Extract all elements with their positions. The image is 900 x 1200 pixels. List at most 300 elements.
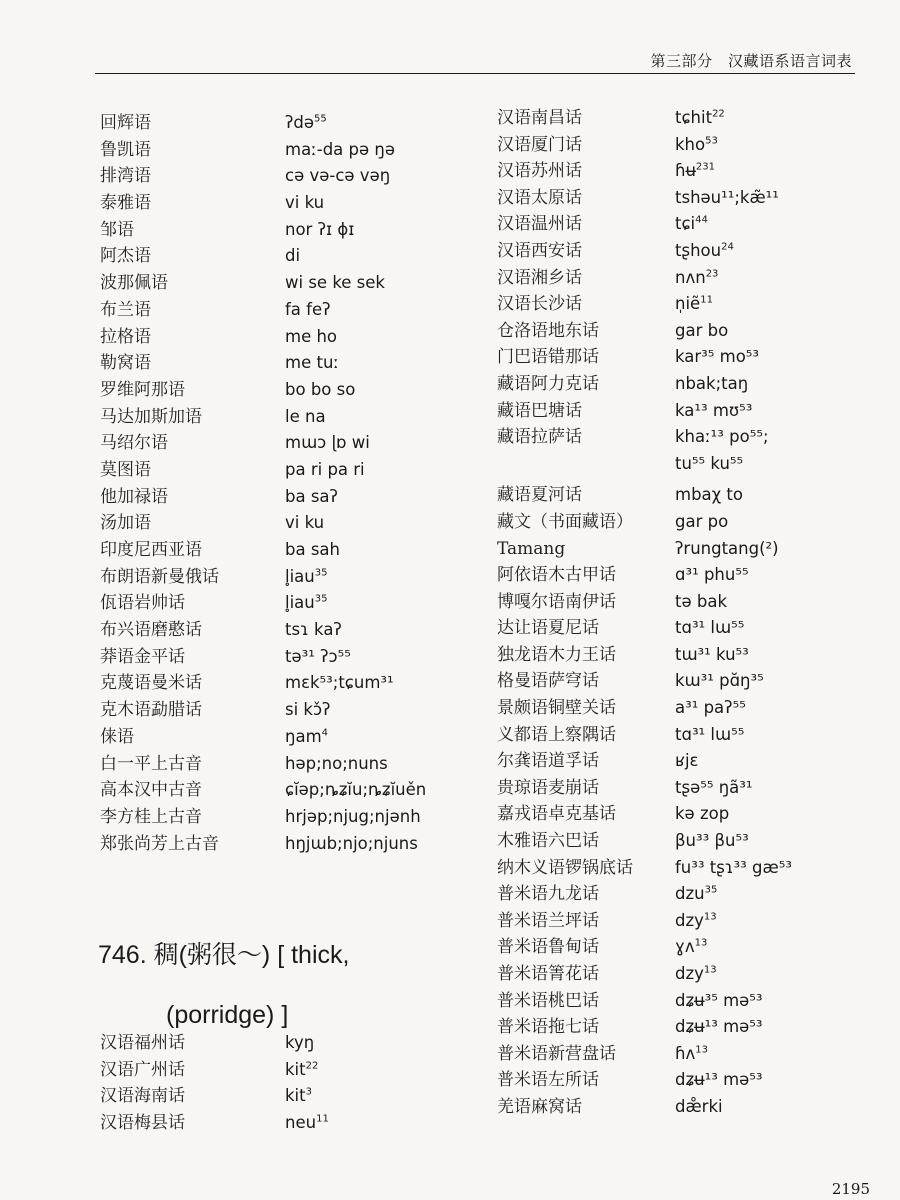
list-item <box>497 828 792 855</box>
language-name: 马绍尔语 <box>100 433 168 454</box>
language-name: 郑张尚芳上古音 <box>100 833 219 854</box>
word-form-text: tɑ³¹ lɯ⁵⁵ <box>675 618 745 638</box>
language-name: 藏文（书面藏语） <box>497 511 633 532</box>
language-name: 佤语岩帅话 <box>100 593 185 614</box>
word-form-text: kar³⁵ mo⁵³ <box>675 347 760 367</box>
tone-superscript: 13 <box>694 937 708 949</box>
language-name: 义都语上察隅话 <box>497 724 616 745</box>
list-item <box>100 217 426 244</box>
language-name: 俫语 <box>100 726 134 747</box>
word-form-text: tshəu¹¹;kæ̃¹¹ <box>675 187 779 207</box>
word-form <box>675 695 746 722</box>
entry-heading-line2: (porridge) ] <box>166 1001 289 1029</box>
language-name: 李方桂上古音 <box>100 806 202 827</box>
language-name: 羌语麻窝话 <box>497 1096 582 1117</box>
language-name: 拉格语 <box>100 326 151 347</box>
language-name: 布朗语新曼俄话 <box>100 566 219 587</box>
list-item <box>497 642 792 669</box>
language-name: 普米语九龙话 <box>497 884 599 905</box>
right-column <box>497 105 792 1121</box>
language-name: 汉语福州话 <box>100 1033 185 1053</box>
list-item <box>100 350 426 377</box>
list-item <box>497 536 792 563</box>
word-form <box>285 564 327 591</box>
word-form-text: ɣʌ <box>675 937 695 957</box>
list-item <box>100 404 426 431</box>
word-form-text: ɕĭəp;ȵʑĭu;ȵʑĭuěn <box>285 780 427 800</box>
tone-superscript: 35 <box>704 884 718 896</box>
word-form <box>285 297 331 324</box>
tone-superscript: 22 <box>305 1060 319 1072</box>
word-form <box>675 908 717 935</box>
language-name: 普米语新营盘话 <box>497 1043 616 1064</box>
word-form <box>285 243 300 270</box>
word-form-text: maː-da pə ŋə <box>285 139 396 159</box>
word-form <box>285 697 330 724</box>
word-form-text: mɯɔ ɭɒ wi <box>285 433 370 453</box>
list-item <box>497 961 792 988</box>
list-item <box>100 1057 329 1084</box>
word-form-text: kyŋ <box>285 1033 315 1052</box>
list-item <box>100 564 426 591</box>
word-form-text: bo bo so <box>285 379 356 399</box>
tone-superscript: 55 <box>314 113 327 125</box>
list-item <box>497 398 792 425</box>
word-form <box>285 377 355 404</box>
word-form-text: tsɿ kaʔ <box>285 620 342 640</box>
list-item <box>100 457 426 484</box>
header-rule <box>95 73 855 74</box>
word-form <box>675 1014 763 1041</box>
word-form-text: nʌn <box>675 267 706 287</box>
word-form <box>675 642 749 669</box>
word-form <box>285 777 426 804</box>
language-name: 尔龚语道孚话 <box>497 751 599 772</box>
word-form <box>285 110 327 137</box>
word-form-text: dʑʉ¹³ mə⁵³ <box>675 1017 763 1037</box>
list-item <box>100 510 426 537</box>
word-form <box>675 536 779 563</box>
language-name: 嘉戎语卓克基话 <box>497 804 616 825</box>
word-form <box>675 615 744 642</box>
list-item <box>497 748 792 775</box>
word-form <box>675 211 708 238</box>
language-name: 木雅语六巴话 <box>497 831 599 852</box>
list-item <box>497 424 792 451</box>
word-form-text: tɑ³¹ lɯ⁵⁵ <box>675 724 745 744</box>
word-form <box>285 1057 318 1084</box>
language-name: 罗维阿那语 <box>100 379 185 400</box>
word-form <box>285 324 337 351</box>
language-name: 仓洛语地东话 <box>497 320 599 341</box>
word-form <box>675 344 759 371</box>
language-name: 汉语太原话 <box>497 187 582 208</box>
word-form-text: nbak;taŋ <box>675 373 749 393</box>
language-name: 藏语夏河话 <box>497 485 582 506</box>
list-item <box>497 668 792 695</box>
word-form-text: wi se ke sek <box>285 273 385 293</box>
left-column <box>100 110 426 857</box>
word-form-text: ŋam <box>285 726 322 746</box>
word-form-text: fu³³ tʂɿ³³ gæ⁵³ <box>675 857 792 877</box>
language-name: 马达加斯加语 <box>100 406 202 427</box>
language-name: 汉语温州话 <box>497 214 582 235</box>
word-form <box>675 132 718 159</box>
word-form <box>675 722 744 749</box>
word-form-text: gar po <box>675 511 729 531</box>
word-form <box>285 1083 312 1110</box>
word-form <box>675 1041 708 1068</box>
word-form-text: tʂə⁵⁵ ŋã³¹ <box>675 777 753 797</box>
word-form-text: si kɔ̌ʔ <box>285 700 331 720</box>
word-form-text: n̩iẽ <box>675 294 701 314</box>
language-name: 高本汉中古音 <box>100 780 202 801</box>
language-name: 汉语苏州话 <box>497 161 582 182</box>
word-form <box>675 589 727 616</box>
word-form <box>675 291 713 318</box>
list-item <box>497 482 792 509</box>
word-form-text: tʂhou <box>675 240 722 260</box>
tone-superscript: 13 <box>695 1044 708 1056</box>
word-form <box>285 644 351 671</box>
list-item <box>100 137 426 164</box>
list-item <box>100 324 426 351</box>
word-form <box>285 137 395 164</box>
list-item <box>497 615 792 642</box>
language-name: 门巴语错那话 <box>497 347 599 368</box>
word-form <box>675 509 728 536</box>
word-form <box>285 537 340 564</box>
language-name: 邹语 <box>100 219 134 240</box>
language-name: 莫图语 <box>100 459 151 480</box>
word-form <box>675 238 734 265</box>
list-item <box>100 430 426 457</box>
list-item <box>100 590 426 617</box>
word-form <box>675 748 698 775</box>
tone-superscript: 44 <box>695 214 708 226</box>
language-name: 普米语拖七话 <box>497 1017 599 1038</box>
language-name: 印度尼西亚语 <box>100 540 202 560</box>
list-item <box>100 484 426 511</box>
left-column-lower <box>100 1030 329 1137</box>
language-name: 他加禄语 <box>100 486 168 507</box>
word-form <box>285 724 328 751</box>
list-item <box>497 105 792 132</box>
word-form <box>675 482 743 509</box>
list-item <box>100 724 426 751</box>
tone-superscript: 22 <box>712 108 725 120</box>
word-form-text: hŋjɯb;njo;njuns <box>285 833 418 853</box>
word-form <box>675 318 728 345</box>
word-form-text: fa feʔ <box>285 299 331 319</box>
word-form <box>285 190 324 217</box>
language-name: 汉语长沙话 <box>497 294 582 315</box>
word-form <box>285 617 342 644</box>
word-form <box>675 828 749 855</box>
language-name: 藏语拉萨话 <box>497 427 582 448</box>
word-form <box>285 270 385 297</box>
word-form-text: dæ̊rki <box>675 1096 723 1116</box>
list-item <box>497 185 792 212</box>
list-item <box>497 451 792 478</box>
word-form-text: l̥iau <box>285 593 315 613</box>
entry-heading <box>98 925 458 1045</box>
word-form <box>675 158 715 185</box>
word-form <box>675 988 763 1015</box>
language-name: 景颇语铜壁关话 <box>497 698 616 719</box>
list-item <box>497 509 792 536</box>
word-form-text: βu³³ βu⁵³ <box>675 831 749 851</box>
word-form-text: vi ku <box>285 513 325 533</box>
word-form-text: nor ʔɪ ɸɪ <box>285 219 355 239</box>
word-form-text: tə³¹ ʔɔ⁵⁵ <box>285 646 351 666</box>
word-form <box>285 404 326 431</box>
list-item <box>497 855 792 882</box>
language-name: 普米语桃巴话 <box>497 990 599 1011</box>
word-form-text: dzy <box>675 964 704 983</box>
language-name: Tamang <box>497 538 566 559</box>
list-item <box>100 243 426 270</box>
language-name: 阿依语木古甲话 <box>497 565 616 586</box>
word-form <box>675 451 743 478</box>
tone-superscript: 35 <box>314 567 328 579</box>
language-name: 贵琼语麦崩话 <box>497 777 599 798</box>
list-item <box>100 537 426 564</box>
word-form-text: cə və-cə vəŋ <box>285 166 391 186</box>
word-form <box>285 751 388 778</box>
word-form-text: dzu <box>675 884 705 904</box>
language-name: 布兴语磨憨话 <box>100 620 202 641</box>
language-name: 博嘎尔语南伊话 <box>497 591 616 612</box>
word-form-text: kho <box>675 134 706 154</box>
word-form-text: khaː¹³ po⁵⁵; <box>675 427 769 447</box>
list-item <box>497 265 792 292</box>
list-item <box>497 908 792 935</box>
word-form <box>675 424 769 451</box>
language-name: 排湾语 <box>100 166 151 187</box>
language-name: 藏语巴塘话 <box>497 400 582 421</box>
language-name: 汉语厦门话 <box>497 134 582 155</box>
tone-superscript: 24 <box>721 241 734 253</box>
word-form-text: le na <box>285 406 326 426</box>
list-item <box>497 1041 792 1068</box>
list-item <box>100 110 426 137</box>
word-form <box>285 457 365 484</box>
word-form-text: ɑ³¹ phu⁵⁵ <box>675 565 749 585</box>
word-form-text: ɦʌ <box>675 1043 696 1063</box>
list-item <box>497 801 792 828</box>
word-form-text: həp;no;nuns <box>285 753 388 773</box>
list-item <box>497 344 792 371</box>
word-form <box>675 1067 763 1094</box>
word-form <box>285 1110 329 1137</box>
word-form <box>675 265 718 292</box>
word-form-text: ʔdə <box>285 113 315 132</box>
list-item <box>100 831 426 858</box>
word-form-text: kə zop <box>675 804 730 824</box>
language-name: 白一平上古音 <box>100 753 202 774</box>
list-item <box>100 163 426 190</box>
word-form <box>675 105 725 132</box>
language-name: 汉语海南话 <box>100 1086 185 1107</box>
list-item <box>100 270 426 297</box>
word-form-text: dʑʉ³⁵ mə⁵³ <box>675 990 763 1010</box>
language-name: 藏语阿力克话 <box>497 373 599 394</box>
word-form-text: gar bo <box>675 320 729 340</box>
list-item <box>100 617 426 644</box>
word-form-text: pa ri pa ri <box>285 459 365 479</box>
word-form <box>285 163 390 190</box>
word-form-text: ɦʉ <box>675 161 696 181</box>
word-form <box>675 881 717 908</box>
word-form <box>285 430 370 457</box>
word-form <box>285 804 421 831</box>
list-item <box>100 1083 329 1110</box>
word-form <box>675 855 792 882</box>
word-form <box>675 775 753 802</box>
tone-superscript: 11 <box>316 1113 329 1125</box>
word-form-text: ʔrungtang(²) <box>675 538 779 558</box>
language-name: 普米语左所话 <box>497 1070 599 1091</box>
list-item <box>100 777 426 804</box>
language-name: 格曼语萨穹话 <box>497 671 599 692</box>
word-form-text: a³¹ paʔ⁵⁵ <box>675 698 746 718</box>
word-form-text: tɕhit <box>675 108 713 127</box>
tone-superscript: 13 <box>703 911 717 923</box>
language-name: 汤加语 <box>100 513 151 534</box>
tone-superscript: 35 <box>314 593 328 605</box>
word-form-text: kit <box>285 1059 306 1079</box>
language-name: 莽语金平话 <box>100 646 185 667</box>
word-form-text: tu⁵⁵ ku⁵⁵ <box>675 453 744 473</box>
word-form <box>285 217 354 244</box>
word-form-text: me ho <box>285 326 338 346</box>
language-name: 汉语梅县话 <box>100 1113 185 1134</box>
list-item <box>497 988 792 1015</box>
list-item <box>497 775 792 802</box>
list-item <box>100 644 426 671</box>
word-form-text: ka¹³ mʊ⁵³ <box>675 400 753 420</box>
list-item <box>497 695 792 722</box>
word-form-text: neu <box>285 1113 317 1133</box>
list-item <box>100 1110 329 1137</box>
word-form-text: kɯ³¹ pɑ̆ŋ³⁵ <box>675 671 764 691</box>
word-form-text: tɯ³¹ ku⁵³ <box>675 644 749 664</box>
language-name: 阿杰语 <box>100 246 151 267</box>
tone-superscript: 231 <box>695 161 716 173</box>
list-item <box>497 881 792 908</box>
word-form-text: tə bak <box>675 591 728 611</box>
language-name: 汉语湘乡话 <box>497 267 582 288</box>
list-item <box>100 670 426 697</box>
list-item <box>497 1067 792 1094</box>
language-name: 汉语西安话 <box>497 240 582 261</box>
language-name: 泰雅语 <box>100 193 151 214</box>
word-form <box>675 371 748 398</box>
language-name: 勒窝语 <box>100 353 151 374</box>
list-item <box>100 190 426 217</box>
word-form <box>285 510 324 537</box>
word-form <box>675 562 749 589</box>
word-form-text: kit <box>285 1086 306 1106</box>
word-form <box>675 801 729 828</box>
list-item <box>497 132 792 159</box>
word-form <box>675 668 764 695</box>
list-item <box>100 697 426 724</box>
list-item <box>100 751 426 778</box>
word-form-text: ʁjɛ <box>675 751 699 771</box>
tone-superscript: 23 <box>705 268 719 280</box>
list-item <box>497 211 792 238</box>
word-form-text: mbaχ to <box>675 485 743 505</box>
word-form <box>675 1094 723 1121</box>
list-item <box>497 371 792 398</box>
word-form <box>675 961 717 988</box>
tone-superscript: 4 <box>321 727 329 739</box>
language-name: 达让语夏尼话 <box>497 618 599 639</box>
tone-superscript: 13 <box>703 964 717 976</box>
word-form-text: l̥iau <box>285 566 315 586</box>
list-item <box>497 238 792 265</box>
word-form <box>285 484 338 511</box>
language-name: 普米语鲁甸话 <box>497 937 599 958</box>
word-form-text: vi ku <box>285 193 325 213</box>
word-form-text: ba sah <box>285 540 340 559</box>
word-form-text: tɕi <box>675 214 696 234</box>
entry-heading-line1: 746. 稠(粥很～) [ thick, <box>98 941 350 969</box>
language-name: 回辉语 <box>100 113 151 133</box>
word-form <box>285 831 418 858</box>
language-name: 波那佩语 <box>100 273 168 294</box>
language-name: 独龙语木力王话 <box>497 644 616 665</box>
word-form-text: di <box>285 246 301 266</box>
tone-superscript: 11 <box>700 294 713 306</box>
list-item <box>497 1094 792 1121</box>
list-item <box>497 934 792 961</box>
word-form-text: dzy <box>675 910 704 930</box>
word-form <box>285 350 339 377</box>
language-name: 克木语勐腊话 <box>100 700 202 721</box>
word-form <box>675 398 752 425</box>
page-number: 2195 <box>831 1180 870 1198</box>
word-form-text: dʑʉ¹³ mə⁵³ <box>675 1070 763 1090</box>
language-name: 普米语兰坪话 <box>497 910 599 931</box>
tone-superscript: 3 <box>305 1086 312 1098</box>
word-form <box>285 590 327 617</box>
list-item <box>497 589 792 616</box>
list-item <box>497 158 792 185</box>
word-form-text: me tuː <box>285 353 339 373</box>
word-form-text: mɛk⁵³;tɕum³¹ <box>285 673 394 693</box>
list-item <box>100 1030 329 1057</box>
list-item <box>497 1014 792 1041</box>
language-name: 鲁凯语 <box>100 139 151 160</box>
tone-superscript: 53 <box>705 135 718 147</box>
list-item <box>497 318 792 345</box>
running-head: 第三部分 汉藏语系语言词表 <box>650 52 852 70</box>
list-item <box>497 291 792 318</box>
language-name: 布兰语 <box>100 299 151 320</box>
language-name: 汉语南昌话 <box>497 108 582 128</box>
list-item <box>100 297 426 324</box>
language-name: 克蔑语曼米话 <box>100 673 202 694</box>
list-item <box>497 562 792 589</box>
word-form <box>285 1030 314 1057</box>
word-form-text: hrjəp;njug;njənh <box>285 806 421 826</box>
word-form <box>675 185 779 212</box>
word-form-text: ba saʔ <box>285 486 338 506</box>
language-name: 普米语箐花话 <box>497 964 599 984</box>
